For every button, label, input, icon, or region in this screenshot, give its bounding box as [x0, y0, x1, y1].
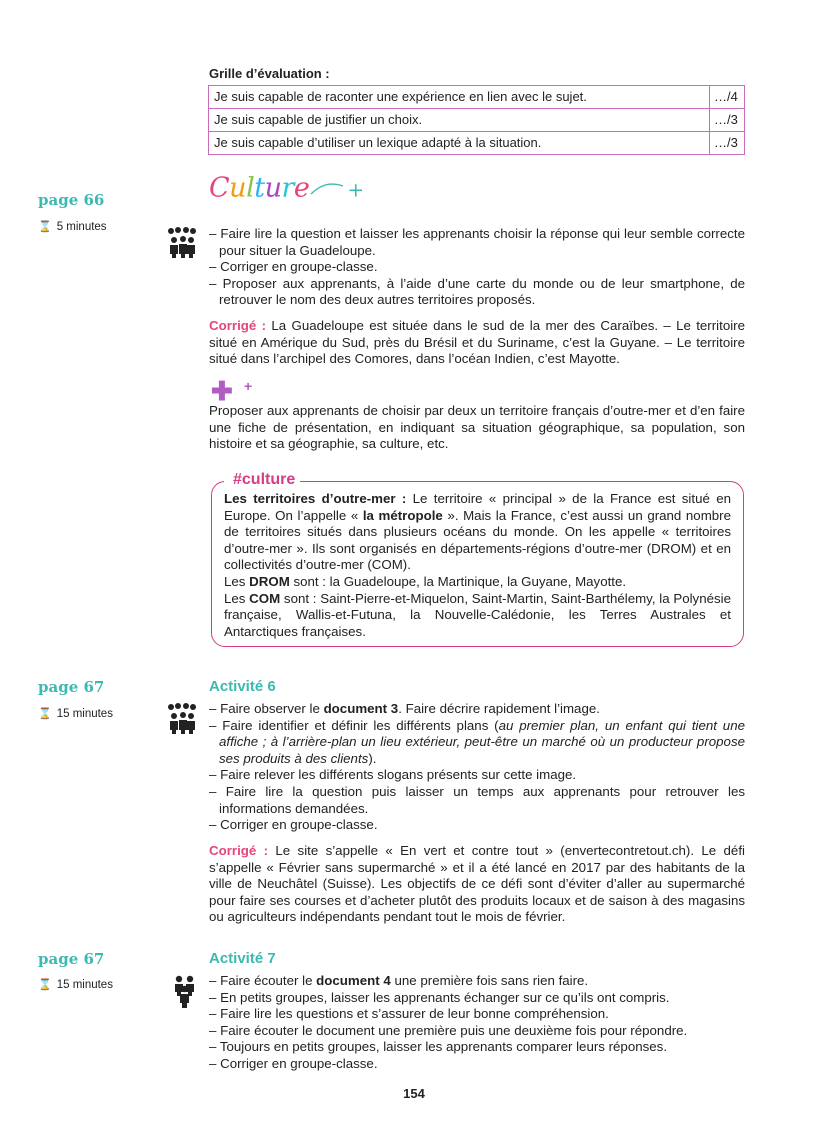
- grid-score: …/3: [710, 109, 745, 132]
- activity-title: Activité 6: [209, 678, 276, 695]
- text-run: Les: [224, 573, 250, 589]
- list-item: – Corriger en groupe-classe.: [209, 259, 378, 275]
- hourglass-icon: ⌛: [38, 708, 52, 720]
- text-run: Les: [224, 590, 250, 606]
- group-work-icon: [164, 702, 202, 734]
- grid-criterion: Je suis capable de raconter une expérience en lien avec le sujet.: [209, 86, 710, 109]
- box-paragraph: [224, 574, 731, 591]
- list-item: – Proposer aux apprenants, à l’aide d’une carte du monde ou de leur smartphone, de retrouver le nom des deux autres territoires proposés.: [209, 275, 745, 308]
- page-label: page 66: [38, 191, 105, 209]
- document-ref: document 4: [316, 973, 391, 988]
- text-run: sont : Saint-Pierre-et-Miquelon, Saint-Martin, Saint-Barthélemy, la Polynésie française, Wallis-et-Futuna, la Nouvelle-Calédonie, les Terres Australes et Antarctiques françaises.: [224, 590, 731, 639]
- timer-text: 15 minutes: [56, 979, 113, 991]
- grid-row: [209, 86, 745, 109]
- corrige-paragraph: [209, 318, 745, 368]
- timer: [38, 977, 113, 994]
- plus-icon: ✚: [211, 376, 233, 406]
- title-letter: u: [264, 172, 282, 204]
- title-letter: r: [281, 172, 294, 204]
- text-run: ». Mais la France, c’est aussi un grand nombre de territoires situés dans plusieurs océans du monde. On les appelle « territoires d’outre-mer ». Ils sont organisés en départements-régions d’outre-mer (DROM) et en collectivités d’outre-mer (COM).: [224, 507, 731, 573]
- list-item: [209, 718, 745, 768]
- text-run: – Faire observer le: [209, 701, 324, 716]
- activite6-instructions: [209, 701, 745, 834]
- bold-term: COM: [249, 590, 281, 606]
- plus-icon: +: [347, 177, 364, 202]
- title-letter: e: [293, 172, 310, 204]
- small-group-icon: [171, 974, 199, 1008]
- italic-run: au premier plan, un enfant qui tient une affiche ; à l’arrière-plan un lieu extérieur, peut-être un marché où un producteur propose ses produits à des clients: [219, 717, 745, 766]
- document-ref: document 3: [323, 701, 399, 716]
- list-item: [209, 701, 745, 718]
- activity-title: Activité 7: [209, 950, 276, 967]
- list-item: – En petits groupes, laisser les apprenants échanger sur ce qu’ils ont compris.: [209, 989, 670, 1005]
- text-run: sont : la Guadeloupe, la Martinique, la Guyane, Mayotte.: [289, 573, 627, 589]
- corrige-label: Corrigé :: [209, 318, 267, 333]
- text-run: une première fois sans rien faire.: [390, 973, 589, 988]
- culture-box-text: [224, 491, 731, 640]
- hourglass-icon: ⌛: [38, 979, 52, 991]
- culture-instructions: [209, 226, 745, 309]
- list-item: – Faire lire les questions et s’assurer de leur bonne compréhension.: [209, 1006, 609, 1022]
- corrige-text: La Guadeloupe est située dans le sud de la mer des Caraïbes. – Le territoire situé en Amérique du Sud, près du Brésil et du Suriname, c’est la Guyane. – Le territoire situé dans l’archipel des Comores, dans l’océan Indien, c’est Mayotte.: [209, 318, 745, 367]
- text-run: – Faire écouter le: [209, 973, 317, 988]
- grille-title: Grille d’évaluation :: [209, 66, 330, 81]
- swoosh-icon: [309, 180, 347, 198]
- list-item: – Faire relever les différents slogans présents sur cette image.: [209, 767, 577, 783]
- timer: [38, 706, 113, 723]
- bold-term: DROM: [249, 573, 290, 589]
- list-item: – Toujours en petits groupes, laisser les apprenants comparer leurs réponses.: [209, 1039, 668, 1055]
- grid-criterion: Je suis capable d’utiliser un lexique adapté à la situation.: [209, 132, 710, 155]
- timer-text: 5 minutes: [56, 221, 107, 233]
- text-run: Le territoire « principal » de la France est situé en Europe. On l’appelle «: [224, 491, 731, 523]
- list-item: – Faire lire la question et laisser les apprenants choisir la réponse qui leur semble correcte pour situer la Guadeloupe.: [209, 226, 745, 258]
- grid-row: [209, 132, 745, 155]
- title-letter: t: [254, 172, 265, 204]
- evaluation-grid: [208, 85, 745, 155]
- text-run: . Faire décrire rapidement l’image.: [398, 701, 600, 716]
- text-run: – Faire identifier et définir les différents plans (: [209, 717, 499, 733]
- list-item: – Faire lire la question puis laisser un temps aux apprenants pour retrouver les informations demandées.: [209, 783, 745, 816]
- plus-paragraph: Proposer aux apprenants de choisir par deux un territoire français d’outre-mer et d’en faire une fiche de présentation, en indiquant sa situation géographique, sa population, son histoire et sa géographie, sa culture, etc.: [209, 403, 745, 452]
- grid-row: [209, 109, 745, 132]
- text-run: ).: [368, 750, 377, 766]
- corrige-label: Corrigé :: [209, 843, 269, 858]
- bold-term: la métropole: [362, 507, 443, 523]
- group-work-icon: [164, 226, 202, 258]
- list-item: [209, 973, 745, 990]
- timer: [38, 219, 107, 236]
- small-plus-icon: +: [244, 378, 253, 394]
- title-letter: u: [229, 172, 247, 204]
- title-letter: l: [246, 172, 255, 204]
- box-paragraph: [224, 591, 731, 641]
- corrige-paragraph: [209, 843, 745, 926]
- box-heading: Les territoires d’outre-mer :: [224, 491, 407, 506]
- page-number: 154: [403, 1086, 425, 1101]
- culture-title: [209, 172, 364, 204]
- corrige-text: Le site s’appelle « En vert et contre tout » (envertecontretout.ch). Le défi s’appelle « Février sans supermarché » et il a été lancé en 2017 par des habitants de la ville de Neuchâtel (Suisse). Les objectifs de ce défi sont d’éviter d’aller au supermarché pour faire ses courses et d’acheter plutôt des produits locaux et de saison à des magasins ou agriculteurs indépendants pendant tout le mois de février.: [209, 843, 745, 925]
- list-item: – Corriger en groupe-classe.: [209, 1055, 378, 1071]
- culture-tag: #culture: [224, 470, 300, 490]
- grid-score: …/3: [710, 132, 745, 155]
- box-paragraph: [224, 491, 731, 574]
- hourglass-icon: ⌛: [38, 221, 52, 233]
- list-item: – Faire écouter le document une première puis une deuxième fois pour répondre.: [209, 1022, 688, 1038]
- activite7-instructions: [209, 973, 745, 1073]
- grid-score: …/4: [710, 86, 745, 109]
- timer-text: 15 minutes: [56, 708, 113, 720]
- page-label: page 67: [38, 678, 105, 696]
- grid-criterion: Je suis capable de justifier un choix.: [209, 109, 710, 132]
- list-item: – Corriger en groupe-classe.: [209, 817, 378, 833]
- page-label: page 67: [38, 950, 105, 968]
- title-letter: C: [209, 172, 230, 204]
